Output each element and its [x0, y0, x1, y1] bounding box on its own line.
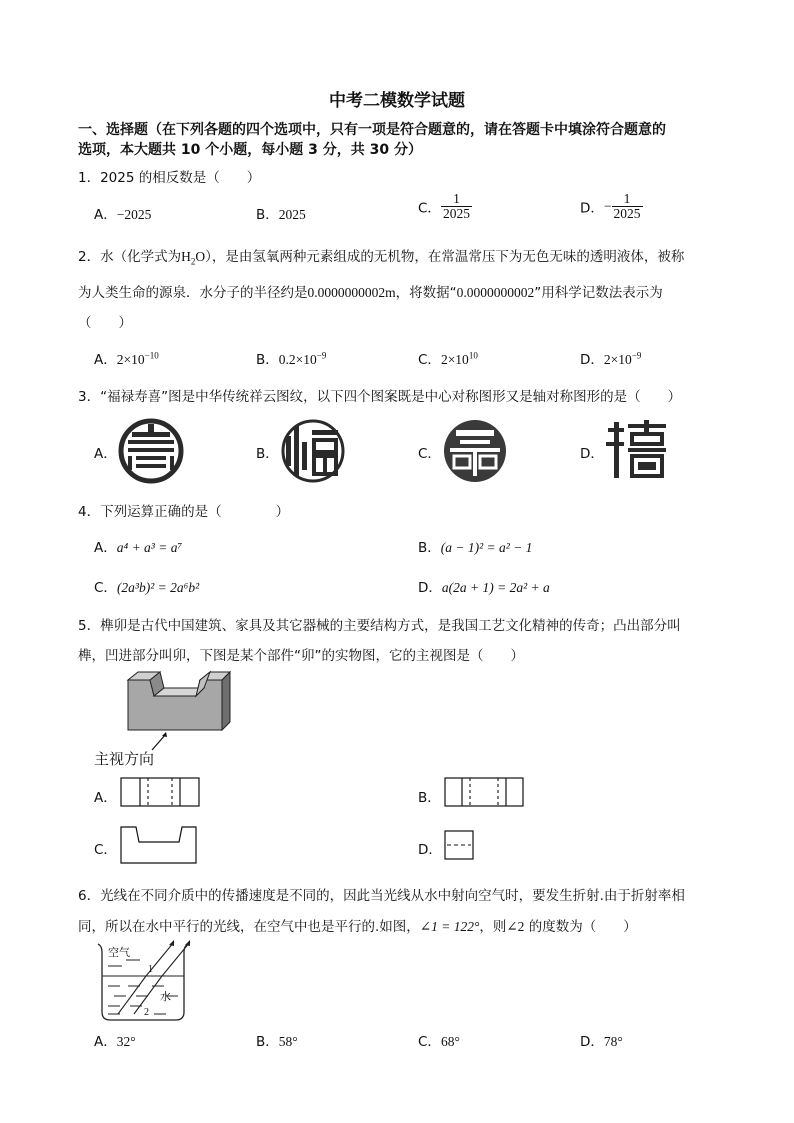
q1-stem: 1．2025 的相反数是（ ）	[78, 170, 261, 186]
section-header-line2: 选项，本大题共 10 个小题，每小题 3 分，共 30 分）	[78, 142, 422, 158]
minus-sign: −	[603, 198, 612, 214]
q1-option-a[interactable]	[94, 203, 151, 223]
q5-option-c-label: C．	[94, 842, 117, 858]
q3-option-c-label: C．	[418, 446, 441, 462]
q4-option-d[interactable]: D．a(2a + 1) = 2a² + a	[418, 580, 550, 596]
q4-option-c[interactable]: C．(2a³b)² = 2a⁶b²	[94, 580, 200, 596]
q5-option-a-figure[interactable]	[120, 777, 202, 809]
q2-option-b[interactable]: B．$0.2\times 10^{-9}$	[256, 350, 327, 368]
q1-option-d[interactable]	[580, 192, 643, 221]
angle-1-label: 1	[148, 964, 153, 975]
q4-option-b[interactable]: B．(a − 1)² = a² − 1	[418, 540, 533, 556]
q6-line1: 6．光线在不同介质中的传播速度是不同的，因此当光线从水中射向空气时，要发生折射.由于折射率相	[78, 888, 685, 904]
water-label: 水	[160, 990, 171, 1003]
q2-line3: （ ）	[78, 315, 132, 331]
option-letter: B．	[256, 207, 279, 223]
direction-label: 主视方向	[94, 752, 155, 768]
page-title: 中考二模数学试题	[329, 91, 465, 111]
q5-line1: 5．榫卯是古代中国建筑、家具及其它器械的主要结构方式，是我国工艺文化精神的传奇；凸出部分叫	[78, 618, 681, 634]
option-letter: C．	[418, 200, 441, 217]
q3-stem: 3．“福禄寿喜”图是中华传统祥云图纹，以下四个图案既是中心对称图形又是轴对称图形的是（ ）	[78, 389, 682, 405]
q5-option-a-label: A．	[94, 790, 117, 806]
angle-2-label: 2	[144, 1007, 149, 1018]
formula-h2o: $H_2O$	[181, 249, 206, 267]
q6-line2: 同，所以在水中平行的光线，在空气中也是平行的.如图，∠1 = 122°，则∠2 的度数为（ ）	[78, 919, 637, 935]
q5-line2: 榫，凹进部分叫卯，下图是某个部件“卯”的实物图，它的主视图是（ ）	[78, 648, 524, 664]
q1-option-c[interactable]	[418, 192, 472, 221]
lu-pattern-icon[interactable]	[442, 418, 508, 484]
option-value: −2025	[116, 207, 152, 222]
q3-option-a-label: A．	[94, 446, 117, 462]
fraction: $\frac{1}{2025}$	[613, 191, 641, 222]
q2-option-d[interactable]: D．$2\times 10^{-9}$	[580, 350, 642, 368]
q3-option-b-label: B．	[256, 446, 279, 462]
q2-option-c[interactable]: C．$2\times 10^{10}$	[418, 350, 478, 368]
xi-pattern-icon[interactable]	[604, 418, 670, 484]
air-label: 空气	[108, 946, 130, 959]
q2-line2: 为人类生命的源泉．水分子的半径约是0.0000000002m，将数据“0.0000000002”用科学记数法表示为	[78, 285, 663, 301]
q5-option-b-figure[interactable]	[444, 777, 526, 809]
q5-option-c-figure[interactable]	[120, 826, 198, 866]
q6-option-a[interactable]: A．32°	[94, 1034, 136, 1050]
q6-option-d[interactable]: D．78°	[580, 1034, 623, 1050]
option-letter: A．	[94, 207, 117, 223]
q3-option-d-label: D．	[580, 446, 604, 462]
q4-option-a[interactable]: A．a⁴ + a³ = a⁷	[94, 540, 183, 556]
q2-line1: 2．水（化学式为$H_2O$），是由氢氧两种元素组成的无机物，在常温常压下为无色无味的透明液体，被称	[78, 249, 685, 267]
shou-pattern-icon[interactable]	[118, 418, 184, 484]
q6-option-c[interactable]: C．68°	[418, 1034, 460, 1050]
q5-option-b-label: B．	[418, 790, 441, 806]
option-letter: D．	[580, 200, 604, 217]
fraction: $\frac{1}{2025}$	[442, 191, 470, 222]
mortise-block-figure	[118, 668, 238, 758]
fu-pattern-icon[interactable]	[280, 418, 346, 484]
q5-option-d-label: D．	[418, 842, 442, 858]
q5-option-d-figure[interactable]	[444, 830, 476, 862]
section-header-line1: 一、选择题（在下列各题的四个选项中，只有一项是符合题意的，请在答题卡中填涂符合题意的	[78, 122, 666, 138]
q1-option-b[interactable]	[256, 203, 306, 223]
option-value: 2025	[278, 207, 306, 222]
q2-option-a[interactable]: A．$2\times 10^{-10}$	[94, 350, 159, 368]
q6-option-b[interactable]: B．58°	[256, 1034, 298, 1050]
q4-stem: 4．下列运算正确的是（ ）	[78, 504, 290, 520]
